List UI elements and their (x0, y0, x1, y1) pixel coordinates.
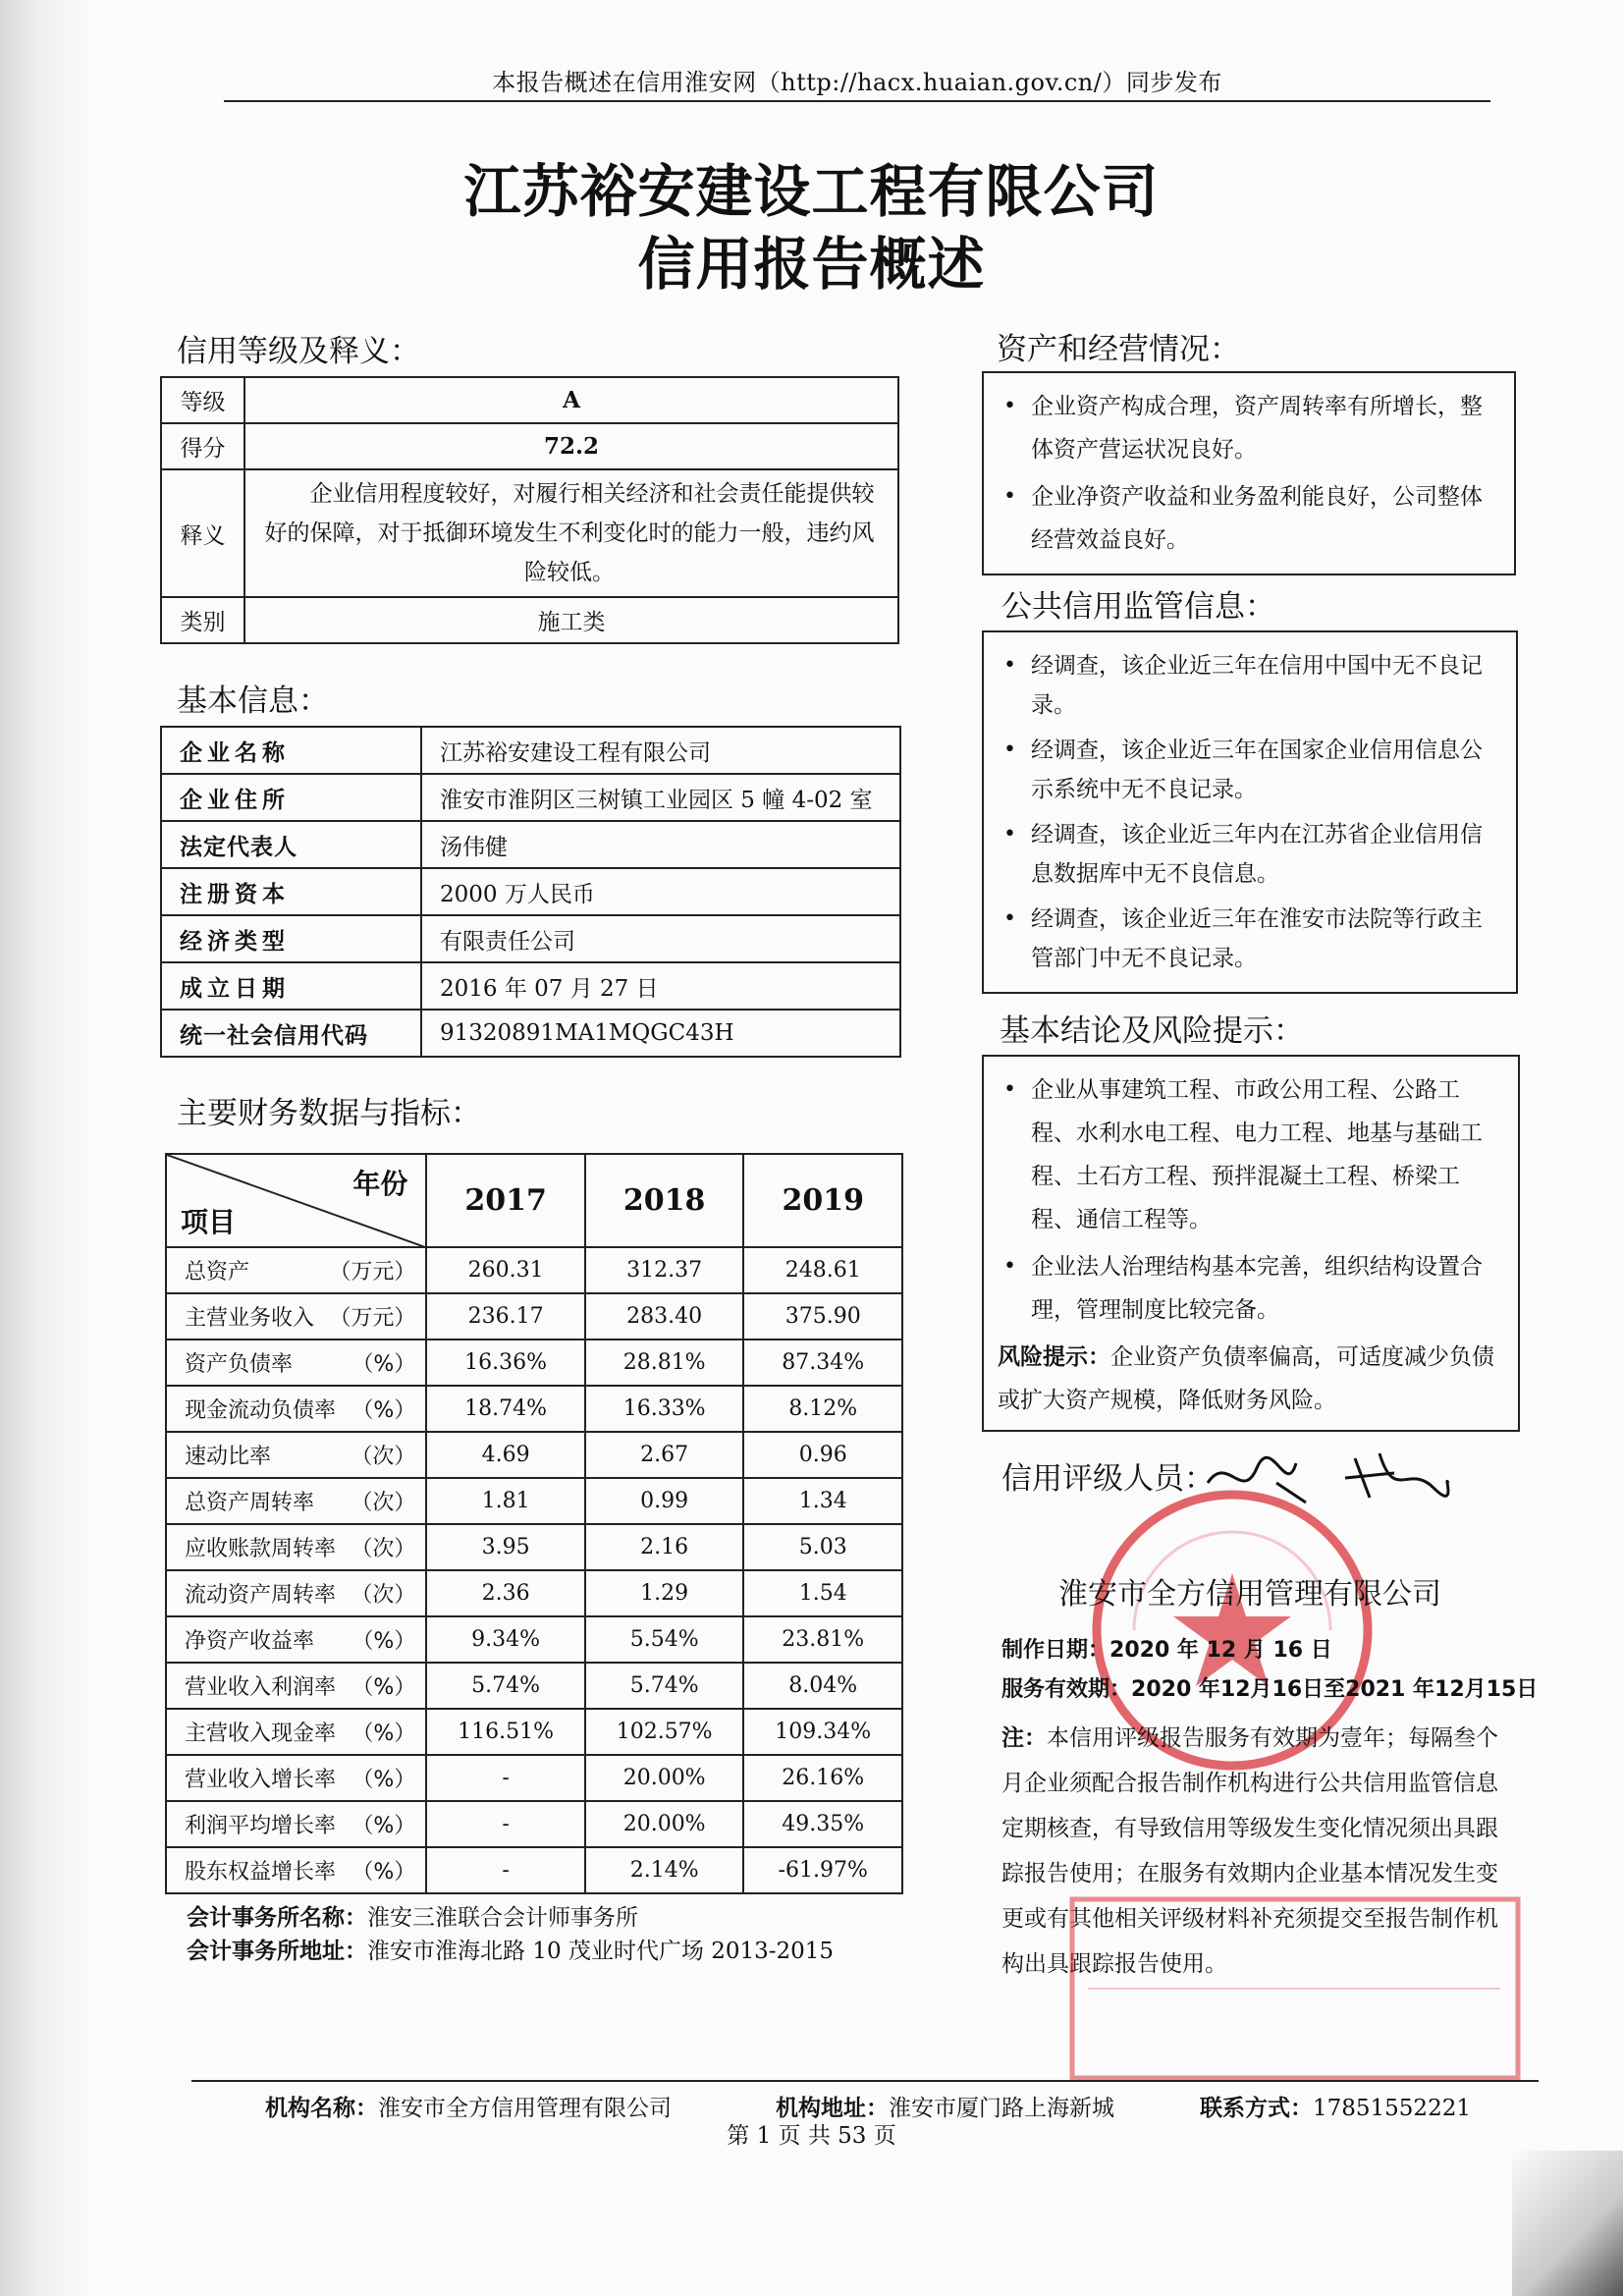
list-item: • 企业资产构成合理，资产周转率有所增长，整体资产营运状况良好。 (998, 385, 1500, 471)
list-item: • 经调查，该企业近三年在淮安市法院等行政主管部门中无不良记录。 (998, 900, 1502, 978)
info-value: 2000 万人民币 (421, 868, 900, 915)
metric-name: 资产负债率 (185, 1352, 294, 1377)
metric-value: 1.54 (743, 1570, 902, 1616)
table-row (161, 821, 900, 868)
conclusion-title: 基本结论及风险提示： (1000, 1013, 1304, 1049)
table-row (166, 1616, 902, 1663)
info-value: 江苏裕安建设工程有限公司 (421, 727, 900, 774)
year-header: 2019 (743, 1154, 902, 1247)
metric-unit: （%） (352, 1352, 416, 1377)
metric-value: 49.35% (743, 1801, 902, 1847)
footer-address-label: 机构地址： (776, 2096, 889, 2121)
rating-agency: 淮安市全方信用管理有限公司 (1058, 1577, 1441, 1612)
metric-value: 8.04% (743, 1663, 902, 1709)
list-item: • 经调查，该企业近三年在信用中国中无不良记录。 (998, 646, 1502, 725)
table-row (161, 868, 900, 915)
metric-value: 109.34% (743, 1709, 902, 1755)
metric-unit: （次） (351, 1537, 416, 1561)
metric-name: 利润平均增长率 (185, 1814, 337, 1838)
accounting-address: 淮安市淮海北路 10 茂业时代广场 2013-2015 (367, 1939, 835, 1964)
definition-value: 企业信用程度较好，对履行相关经济和社会责任能提供较好的保障，对于抵御环境发生不利变化时的能力一般，违约风险较低。 (244, 469, 898, 597)
metric-value: 1.29 (585, 1570, 744, 1616)
metric-name-cell (166, 1755, 426, 1801)
accounting-firm-name: 淮安三淮联合会计师事务所 (367, 1905, 638, 1931)
assets-box (982, 371, 1516, 575)
table-row (166, 1247, 902, 1293)
info-value: 淮安市淮阴区三树镇工业园区 5 幢 4-02 室 (421, 774, 900, 821)
metric-value: 4.69 (426, 1432, 585, 1478)
score-value: 72.2 (244, 423, 898, 469)
public-credit-title: 公共信用监管信息： (1001, 589, 1275, 625)
credit-grade-table (160, 376, 899, 644)
table-row (166, 1709, 902, 1755)
metric-value: 260.31 (426, 1247, 585, 1293)
info-label: 统一社会信用代码 (161, 1010, 421, 1057)
metric-name: 总资产 (185, 1260, 250, 1285)
metric-name: 主营业务收入 (185, 1306, 315, 1331)
metric-unit: （次） (351, 1491, 416, 1515)
signature-icon (1198, 1444, 1453, 1522)
page-corner-shadow (1512, 2151, 1623, 2296)
metric-value: - (426, 1755, 585, 1801)
validity-period: 2020 年12月16日至2021 年12月15日 (1131, 1677, 1539, 1702)
metric-name-cell (166, 1339, 426, 1386)
list-item: • 经调查，该企业近三年在国家企业信用信息公示系统中无不良记录。 (998, 731, 1502, 809)
table-row (166, 1801, 902, 1847)
assets-title: 资产和经营情况： (997, 332, 1240, 367)
metric-value: 26.16% (743, 1755, 902, 1801)
metric-value: 283.40 (585, 1293, 744, 1339)
table-row (161, 727, 900, 774)
metric-unit: （次） (351, 1583, 416, 1608)
basic-info-title: 基本信息： (177, 683, 329, 719)
production-date: 2020 年 12 月 16 日 (1109, 1638, 1332, 1663)
footer-contact-label: 联系方式： (1200, 2096, 1313, 2121)
metric-value: 5.74% (585, 1663, 744, 1709)
info-label: 注册资本 (161, 868, 421, 915)
grade-value: A (244, 377, 898, 423)
table-row (161, 1010, 900, 1057)
table-row (166, 1847, 902, 1893)
metric-unit: （%） (352, 1768, 416, 1792)
metric-value: 0.99 (585, 1478, 744, 1524)
metric-value: 87.34% (743, 1339, 902, 1386)
metric-name-cell (166, 1709, 426, 1755)
metric-unit: （万元） (329, 1260, 416, 1285)
production-date-line (1001, 1633, 1332, 1664)
metric-value: 5.03 (743, 1524, 902, 1570)
metric-name: 净资产收益率 (185, 1629, 315, 1654)
rater-label: 信用评级人员： (1001, 1461, 1215, 1497)
filing-stamp-icon (1068, 1895, 1522, 2082)
metric-name-cell (166, 1432, 426, 1478)
corner-item-label: 项目 (181, 1206, 237, 1238)
metric-value: 0.96 (743, 1432, 902, 1478)
metric-name: 营业收入利润率 (185, 1675, 337, 1700)
metric-unit: （%） (352, 1814, 416, 1838)
info-value: 汤伟健 (421, 821, 900, 868)
metric-value: 1.34 (743, 1478, 902, 1524)
list-item: • 企业从事建筑工程、市政公用工程、公路工程、水利水电工程、电力工程、地基与基础工程、土石方工程、预拌混凝土工程、桥梁工程、通信工程等。 (998, 1068, 1504, 1241)
info-label: 成立日期 (161, 962, 421, 1010)
info-label: 经济类型 (161, 915, 421, 962)
metric-value: 16.33% (585, 1386, 744, 1432)
year-header: 2017 (426, 1154, 585, 1247)
metric-name-cell (166, 1293, 426, 1339)
table-row (166, 1478, 902, 1524)
metric-value: 2.14% (585, 1847, 744, 1893)
table-row (166, 1339, 902, 1386)
table-row (161, 962, 900, 1010)
metric-value: 2.67 (585, 1432, 744, 1478)
year-header: 2018 (585, 1154, 744, 1247)
metric-name-cell (166, 1478, 426, 1524)
table-corner-cell (166, 1154, 426, 1247)
metric-value: 28.81% (585, 1339, 744, 1386)
metric-name-cell (166, 1247, 426, 1293)
financial-title: 主要财务数据与指标： (177, 1096, 481, 1131)
table-row (166, 1432, 902, 1478)
risk-text: 企业资产负债率偏高，可适度减少负债或扩大资产规模，降低财务风险。 (998, 1344, 1494, 1413)
conclusion-box (982, 1055, 1520, 1432)
financial-table (165, 1153, 903, 1894)
validity-label: 服务有效期： (1001, 1677, 1132, 1702)
accounting-address-line (187, 1933, 834, 1965)
basic-info-table (160, 726, 901, 1058)
header-divider (224, 100, 1490, 102)
note-text: 本信用评级报告服务有效期为壹年；每隔叁个月企业须配合报告制作机构进行公共信用监管信息定期核查，有导致信用等级发生变化情况须出具跟踪报告使用；在服务有效期内企业基本情况发生变更或有其他相关评级材料补充须提交至报告制作机构出具跟踪报告使用。 (1001, 1725, 1498, 1977)
accounting-address-label: 会计事务所地址： (187, 1939, 367, 1964)
info-value: 有限责任公司 (421, 915, 900, 962)
metric-unit: （%） (352, 1675, 416, 1700)
info-value: 91320891MA1MQGC43H (421, 1010, 900, 1057)
footer-org-label: 机构名称： (265, 2096, 378, 2121)
accounting-firm-label: 会计事务所名称： (187, 1905, 367, 1931)
list-item: • 企业净资产收益和业务盈利能良好，公司整体经营效益良好。 (998, 475, 1500, 562)
corner-year-label: 年份 (352, 1168, 408, 1200)
metric-unit: （%） (352, 1722, 416, 1746)
metric-value: 1.81 (426, 1478, 585, 1524)
table-header-row (166, 1154, 902, 1247)
metric-value: 2.16 (585, 1524, 744, 1570)
metric-name-cell (166, 1847, 426, 1893)
table-row (161, 915, 900, 962)
footer-divider (191, 2080, 1539, 2082)
info-label: 企业名称 (161, 727, 421, 774)
table-row (166, 1663, 902, 1709)
risk-note (998, 1336, 1504, 1422)
production-date-label: 制作日期： (1001, 1638, 1110, 1663)
table-row (166, 1570, 902, 1616)
score-label: 得分 (161, 423, 244, 469)
page-edge-shadow (0, 0, 94, 2296)
metric-value: 9.34% (426, 1616, 585, 1663)
info-label: 法定代表人 (161, 821, 421, 868)
report-title-company: 江苏裕安建设工程有限公司 (463, 158, 1160, 225)
metric-value: - (426, 1847, 585, 1893)
metric-value: 248.61 (743, 1247, 902, 1293)
table-row (166, 1293, 902, 1339)
metric-value: 116.51% (426, 1709, 585, 1755)
table-row (166, 1524, 902, 1570)
info-value: 2016 年 07 月 27 日 (421, 962, 900, 1010)
grade-label: 等级 (161, 377, 244, 423)
report-title-subtitle: 信用报告概述 (637, 231, 986, 298)
metric-value: - (426, 1801, 585, 1847)
metric-name: 流动资产周转率 (185, 1583, 337, 1608)
risk-label: 风险提示： (998, 1344, 1110, 1370)
metric-value: 5.74% (426, 1663, 585, 1709)
publish-note: 本报告概述在信用淮安网（http://hacx.huaian.gov.cn/）同步发布 (492, 69, 1222, 96)
note-label: 注： (1001, 1725, 1047, 1751)
metric-value: 3.95 (426, 1524, 585, 1570)
metric-name: 现金流动负债率 (185, 1398, 337, 1423)
table-row (161, 774, 900, 821)
metric-name-cell (166, 1616, 426, 1663)
metric-value: 236.17 (426, 1293, 585, 1339)
metric-value: 8.12% (743, 1386, 902, 1432)
table-row (166, 1755, 902, 1801)
metric-value: 312.37 (585, 1247, 744, 1293)
metric-name: 总资产周转率 (185, 1491, 315, 1515)
list-item: • 经调查，该企业近三年内在江苏省企业信用信息数据库中无不良信息。 (998, 815, 1502, 894)
category-value: 施工类 (244, 597, 898, 643)
footer-contact-value: 17851552221 (1313, 2096, 1471, 2121)
metric-value: 16.36% (426, 1339, 585, 1386)
credit-grade-title: 信用等级及释义： (177, 334, 420, 369)
info-label: 企业住所 (161, 774, 421, 821)
metric-name: 主营收入现金率 (185, 1722, 337, 1746)
metric-value: 375.90 (743, 1293, 902, 1339)
metric-value: -61.97% (743, 1847, 902, 1893)
footer-org-name: 淮安市全方信用管理有限公司 (378, 2096, 672, 2121)
metric-unit: （%） (352, 1629, 416, 1654)
metric-name-cell (166, 1570, 426, 1616)
metric-name: 应收账款周转率 (185, 1537, 337, 1561)
metric-name-cell (166, 1386, 426, 1432)
metric-value: 5.54% (585, 1616, 744, 1663)
definition-label: 释义 (161, 469, 244, 597)
public-credit-box (982, 630, 1518, 994)
metric-value: 23.81% (743, 1616, 902, 1663)
metric-name-cell (166, 1801, 426, 1847)
table-row (166, 1386, 902, 1432)
metric-value: 2.36 (426, 1570, 585, 1616)
metric-unit: （%） (352, 1860, 416, 1885)
validity-line (1001, 1672, 1538, 1703)
list-item: • 企业法人治理结构基本完善，组织结构设置合理，管理制度比较完备。 (998, 1245, 1504, 1332)
metric-name: 营业收入增长率 (185, 1768, 337, 1792)
metric-name: 速动比率 (185, 1445, 272, 1469)
metric-value: 20.00% (585, 1755, 744, 1801)
metric-value: 102.57% (585, 1709, 744, 1755)
metric-name-cell (166, 1663, 426, 1709)
footer-address-value: 淮安市厦门路上海新城 (889, 2096, 1114, 2121)
metric-name-cell (166, 1524, 426, 1570)
metric-value: 20.00% (585, 1801, 744, 1847)
accounting-firm-line (187, 1899, 638, 1932)
metric-value: 18.74% (426, 1386, 585, 1432)
metric-unit: （%） (352, 1398, 416, 1423)
category-label: 类别 (161, 597, 244, 643)
metric-name: 股东权益增长率 (185, 1860, 337, 1885)
page-number: 第 1 页 共 53 页 (727, 2123, 896, 2149)
metric-unit: （次） (351, 1445, 416, 1469)
metric-unit: （万元） (329, 1306, 416, 1331)
